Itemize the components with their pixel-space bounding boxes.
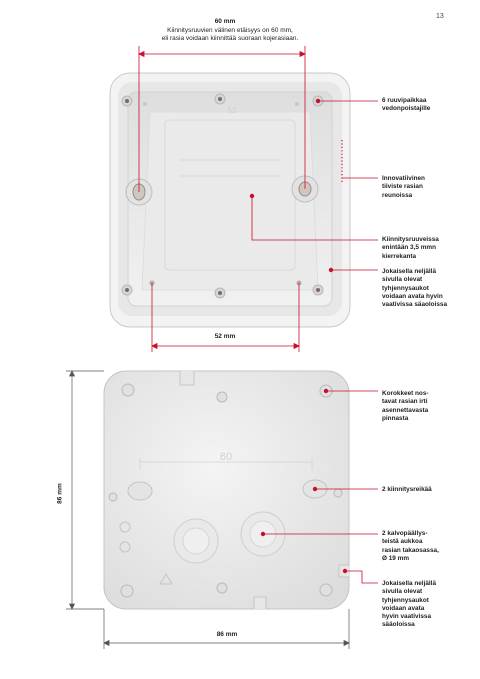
- callout-line: sivulla olevat: [382, 276, 423, 284]
- callout-line: asennettavasta: [382, 406, 429, 414]
- dimension-86mm-vertical: [66, 371, 104, 609]
- top-drain-notch: [180, 371, 194, 385]
- top-junction-box: [110, 73, 350, 327]
- callout-line: 2 kiinnitysreikää: [382, 486, 432, 493]
- bottom-drain-notch: [254, 597, 266, 609]
- callout-line: vedonpoistajille: [382, 105, 431, 113]
- callout-line: vaativissa säaoloissa: [382, 301, 448, 309]
- callout-drain-holes-top: [382, 268, 474, 309]
- callout-line: Korokkeet nos-: [382, 390, 429, 397]
- callout-line: voidaan avata: [382, 604, 425, 612]
- dimension-86mm-horizontal: [104, 609, 349, 649]
- callout-mounting-holes: [382, 486, 474, 494]
- callout-drain-holes-bottom: [382, 580, 474, 630]
- callout-line: enintään 3,5 mmn: [382, 244, 436, 252]
- callout-seal: [382, 175, 474, 200]
- dimension-86mm-horizontal-label: 86 mm: [216, 631, 238, 638]
- callout-line: Kiinnitysruuveissa: [382, 236, 439, 243]
- callout-line: 2 kalvopäällys-: [382, 530, 428, 537]
- callout-line: tiiviste rasian: [382, 183, 423, 191]
- callout-line: voidaan avata hyvin: [382, 292, 443, 300]
- callout-line: teistä aukkoa: [382, 538, 423, 546]
- callout-line: Innovatiivinen: [382, 175, 425, 182]
- callout-line: rasian takaosassa,: [382, 546, 439, 554]
- mounting-caption-line2: eli rasia voidaan kiinnittää suoraan kojerasiaan.: [161, 35, 299, 42]
- callout-strain-relief: [382, 97, 474, 114]
- callout-line: reunoissa: [382, 191, 413, 199]
- callout-raising-feet: [382, 390, 474, 423]
- dimension-52mm-label: 52 mm: [214, 333, 236, 340]
- callout-line: Jokaisella neljällä: [382, 580, 436, 587]
- dimension-60mm-label: 60 mm: [214, 18, 236, 25]
- callout-line: tyhjennysaukot: [382, 596, 429, 604]
- callout-membrane-openings: [382, 530, 474, 563]
- callout-line: kierrekanta: [382, 252, 417, 260]
- callout-line: sivulla olevat: [382, 588, 423, 596]
- page-number: 13: [436, 13, 444, 20]
- callout-line: sääoloissa: [382, 621, 415, 629]
- callout-line: tavat rasian irti: [382, 398, 428, 406]
- callout-line: Ø 19 mm: [382, 554, 409, 562]
- bottom-junction-box: [104, 371, 349, 609]
- callout-line: 6 ruuvipaikkaa: [382, 97, 427, 104]
- callout-line: tyhjennysaukot: [382, 284, 429, 292]
- embossed-60-text: 60: [219, 451, 233, 463]
- top-box-embossed-52: 52: [227, 106, 237, 115]
- top-box-floor: [142, 112, 318, 290]
- callout-line: Jokaisella neljällä: [382, 268, 436, 275]
- callout-screw-size: [382, 236, 474, 261]
- callout-line: pinnasta: [382, 414, 409, 422]
- mounting-caption-line1: Kiinnitysruuvien välinen etäisyys on 60 mm,: [167, 27, 293, 34]
- callout-line: hyvin vaativissa: [382, 613, 432, 621]
- dimension-86mm-vertical-label: 86 mm: [56, 483, 64, 504]
